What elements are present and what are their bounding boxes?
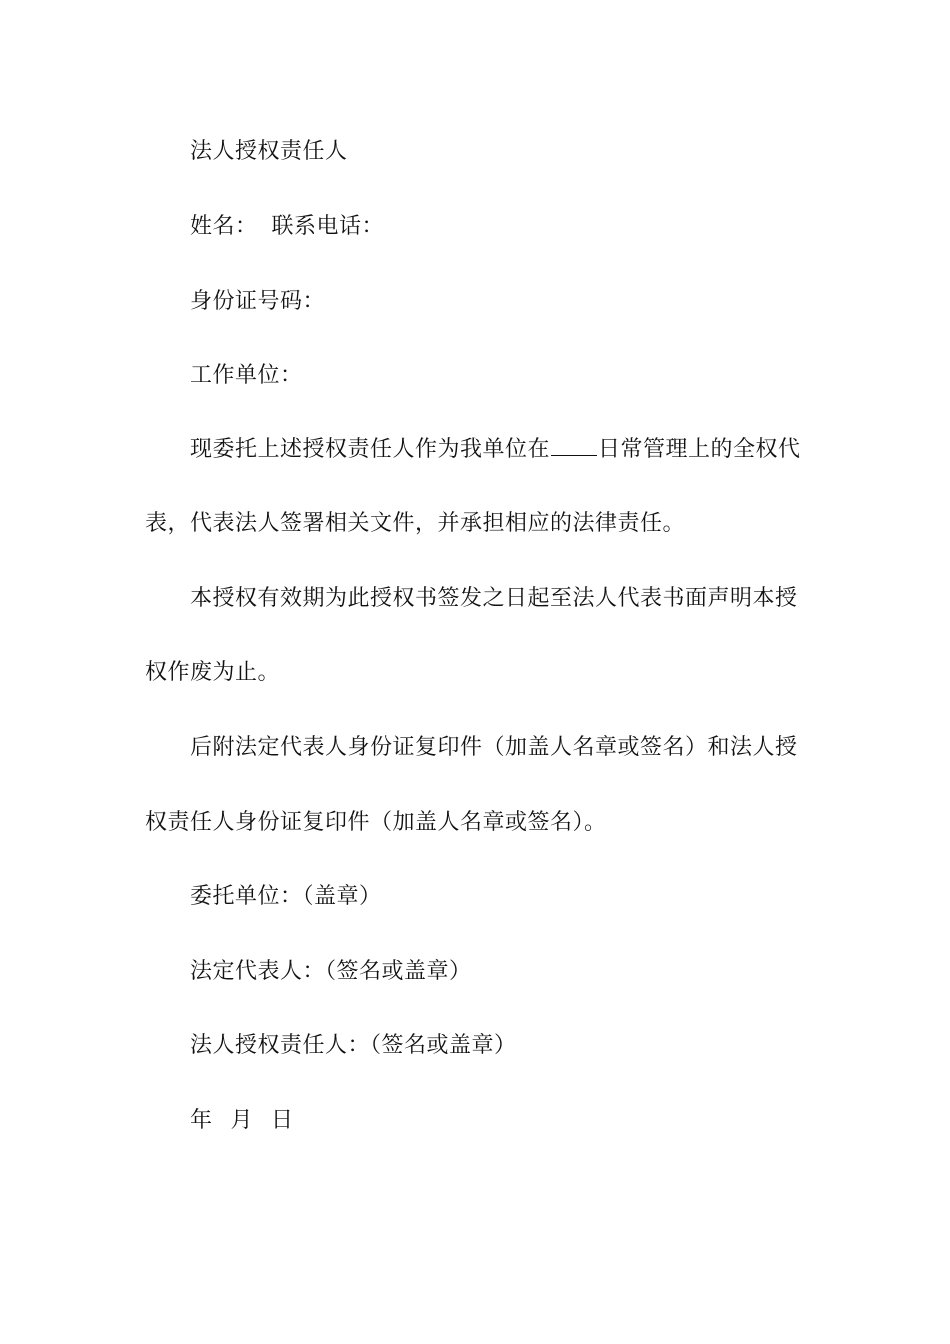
validity-paragraph-line-2: 权作废为止。 xyxy=(145,660,281,685)
name-phone-line xyxy=(190,212,384,242)
entrust-text-b: 日常管理上的全权代 xyxy=(598,437,801,462)
date-day-label: 日 xyxy=(271,1108,294,1133)
attachment-paragraph-line-1: 后附法定代表人身份证复印件（加盖人名章或签名）和法人授 xyxy=(190,735,798,760)
attachment-paragraph-line-2: 权责任人身份证复印件（加盖人名章或签名）。 xyxy=(145,810,607,835)
document-title: 法人授权责任人 xyxy=(190,139,348,164)
phone-label: 联系电话： xyxy=(271,214,385,239)
fill-in-blank xyxy=(551,435,597,456)
id-number-label: 身份证号码： xyxy=(190,289,326,314)
legal-representative-line: 法定代表人：（签名或盖章） xyxy=(190,959,472,984)
date-month-label: 月 xyxy=(230,1108,254,1133)
date-year-label: 年 xyxy=(190,1108,213,1133)
entrust-paragraph-line-2: 表，代表法人签署相关文件，并承担相应的法律责任。 xyxy=(145,511,686,536)
authorized-person-line: 法人授权责任人：（签名或盖章） xyxy=(190,1033,517,1058)
employer-label: 工作单位： xyxy=(190,363,303,388)
entrusting-unit-line: 委托单位：（盖章） xyxy=(190,884,382,909)
entrust-paragraph-line-1 xyxy=(190,435,801,465)
date-line xyxy=(190,1106,294,1136)
validity-paragraph-line-1: 本授权有效期为此授权书签发之日起至法人代表书面声明本授 xyxy=(190,586,798,611)
name-label: 姓名： xyxy=(190,214,258,239)
entrust-text-a: 现委托上述授权责任人作为我单位在 xyxy=(190,437,551,462)
